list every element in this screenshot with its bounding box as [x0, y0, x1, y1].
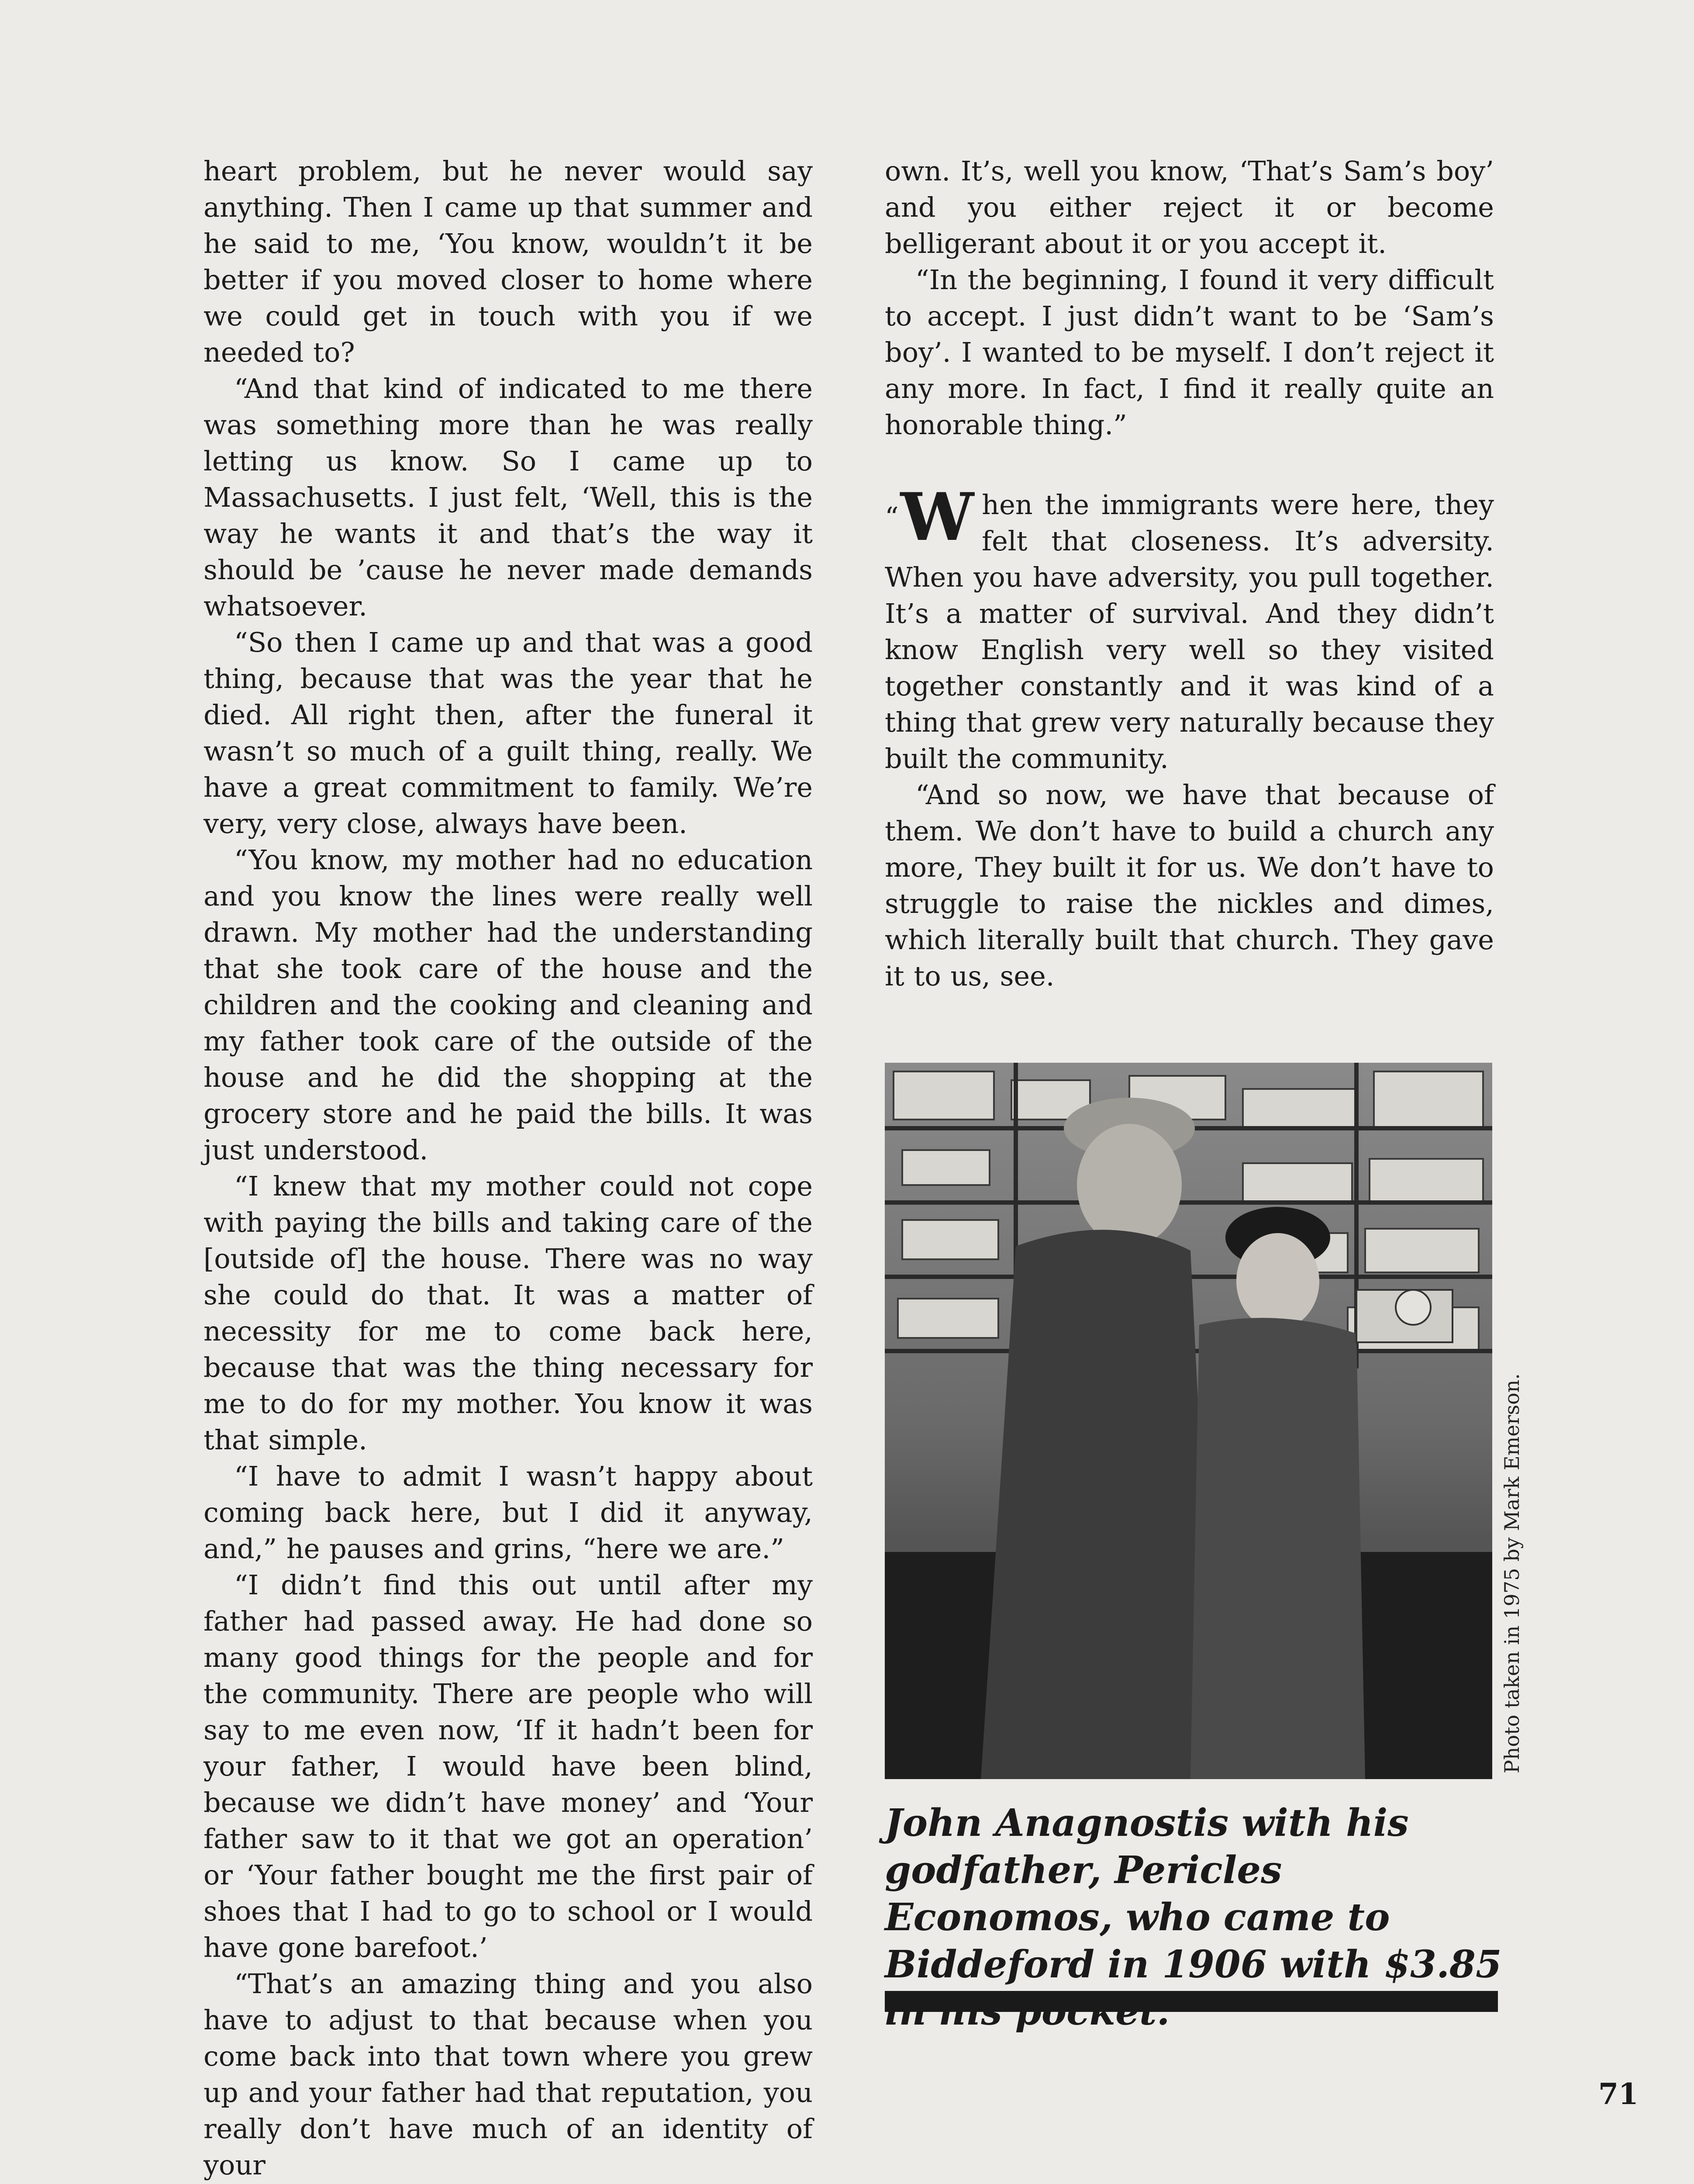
- photo-credit: Photo taken in 1975 by Mark Emerson.: [1500, 1373, 1524, 1773]
- drop-cap-body: hen the immigrants were here, they felt that closeness. It’s adversity. When you have adversity, you pull together. It’s a matter of survival. And they didn’t know English very well so they visited together constantly and it was kind of a thing that grew very naturally because they built the community.: [885, 489, 1494, 774]
- paragraph: “So then I came up and that was a good thing, because that was the year that he died. All right then, after the funeral it wasn’t so much of a guilt thing, really. We have a great commitment to family. We’re very, very close, always have been.: [204, 626, 813, 840]
- paragraph: “And so now, we have that because of them. We don’t have to build a church any more, They built it for us. We don’t have to struggle to raise the nickles and dimes, which literally built that church. They gave it to us, see.: [885, 779, 1494, 992]
- drop-cap-letter: W: [900, 479, 974, 556]
- paragraph: heart problem, but he never would say anything. Then I came up that summer and he said to me, ‘You know, wouldn’t it be better if you moved closer to home where we could get in touch with you if we needed to?: [204, 155, 813, 368]
- paragraph: own. It’s, well you know, ‘That’s Sam’s boy’ and you either reject it or become belligerant about it or you accept it.: [885, 155, 1494, 259]
- photo-illustration: [885, 1063, 1492, 1779]
- photo-caption: John Anagnostis with his godfather, Pericles Economos, who came to Biddeford in 1906 with $3.85: [885, 1801, 1502, 1987]
- right-text-column: [885, 153, 1494, 994]
- paragraph: “And that kind of indicated to me there was something more than he was really letting us know. So I came up to Massachusetts. I just felt, ‘Well, this is the way he wants it and that’s the way it should be ’cause he never made demands whatsoever.: [204, 373, 813, 622]
- drop-cap: [885, 479, 974, 556]
- paragraph: “That’s an amazing thing and you also have to adjust to that because when you come back into that town where you grew up and your father had that reputation, you really don’t have much of an identity of your: [204, 1968, 813, 2181]
- paragraph: “I have to admit I wasn’t happy about coming back here, but I did it anyway, and,” he pauses and grins, “here we are.”: [204, 1460, 813, 1565]
- paragraph: “I didn’t find this out until after my father had passed away. He had done so many good things for the people and for the community. There are people who will say to me even now, ‘If it hadn’t been for your father, I would have been blind, because we didn’t have money’ and ‘Your father saw to it that we got an operation’ or ‘Your father bought me the first pair of shoes that I had to go to school or I would have gone barefoot.’: [204, 1569, 813, 1963]
- caption-rule: [885, 1991, 1498, 2012]
- paragraph: “In the beginning, I found it very difficult to accept. I just didn’t want to be ‘Sam’s boy’. I wanted to be myself. I don’t reject it any more. In fact, I find it really quite an honorable thing.”: [885, 264, 1494, 441]
- page-number: 71: [1598, 2077, 1639, 2111]
- paragraph: “I knew that my mother could not cope with paying the bills and taking care of the [outside of] the house. There was no way she could do that. It was a matter of necessity for me to come back here, because that was the thing necessary for me to do for my mother. You know it was that simple.: [204, 1170, 813, 1456]
- drop-cap-quote: “: [885, 501, 899, 533]
- photograph: [885, 1063, 1492, 1779]
- dropcap-paragraph: [885, 479, 1494, 777]
- paragraph: “You know, my mother had no education and you know the lines were really well drawn. My mother had the understanding that she took care of the house and the children and the cooking and cleaning and my father took care of the outside of the house and he did the shopping at the grocery store and he paid the bills. It was just understood.: [204, 844, 813, 1166]
- left-text-column: [204, 153, 813, 2183]
